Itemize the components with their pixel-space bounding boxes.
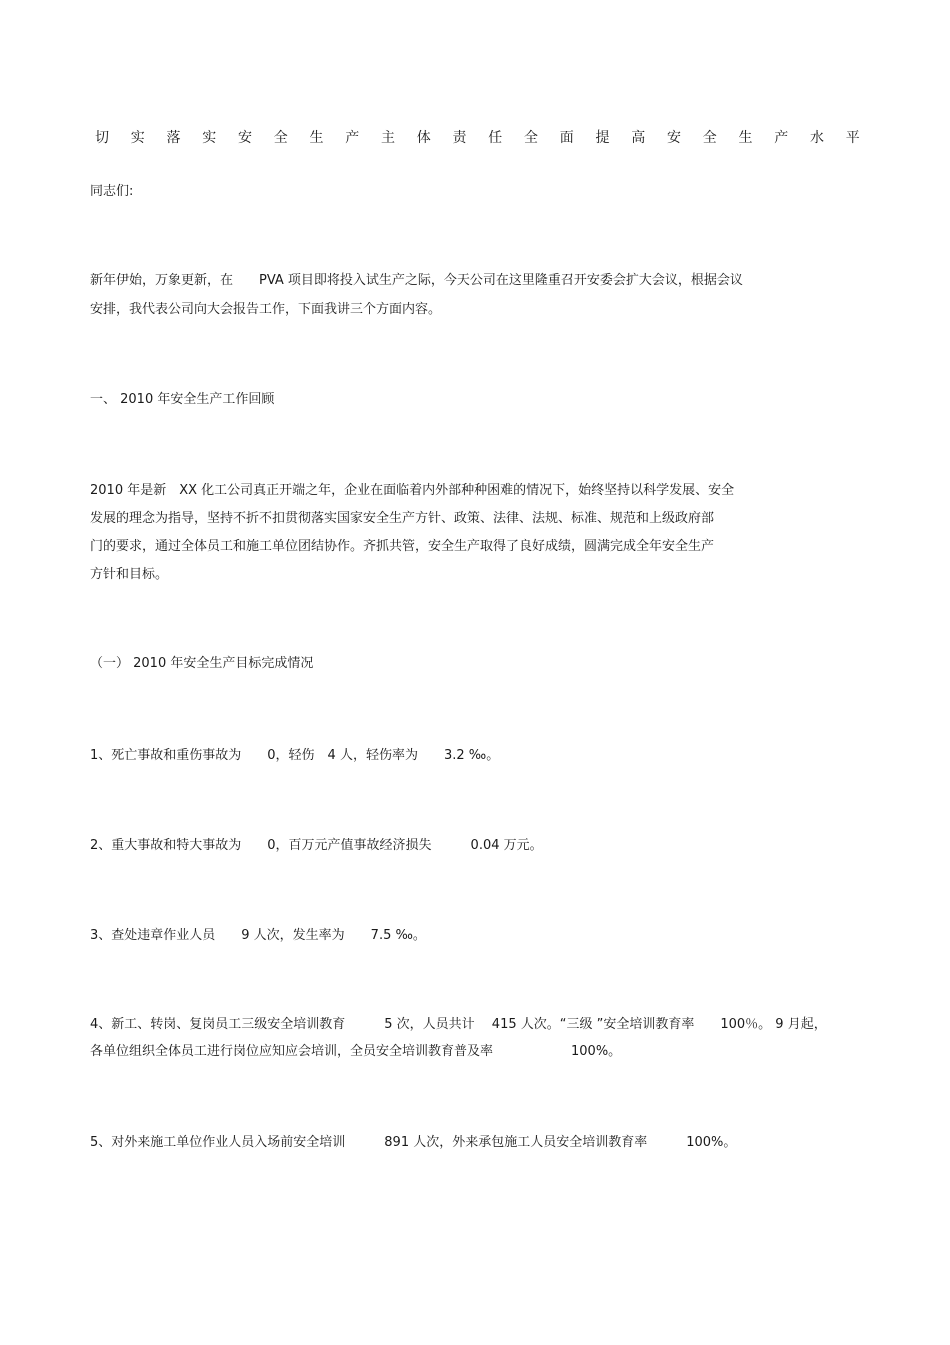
section-1-body-line-2: 发展的理念为指导，坚持不折不扣贯彻落实国家安全生产方针、政策、法律、法规、标准、规范和上级政府部 (90, 511, 715, 526)
title-char: 任 (488, 130, 503, 146)
title-char: 实 (202, 130, 217, 146)
title-char: 切 (95, 130, 109, 146)
title-char: 生 (738, 130, 753, 146)
title-char: 产 (774, 130, 789, 146)
title-char: 全 (273, 130, 288, 146)
title-char: 体 (416, 130, 431, 146)
intro-line-2: 安排，我代表公司向大会报告工作，下面我讲三个方面内容。 (90, 302, 442, 317)
title-char: 高 (631, 130, 646, 146)
title-char: 提 (595, 130, 610, 146)
section-1-body-line-3: 门的要求，通过全体员工和施工单位团结协作。齐抓共管，安全生产取得了良好成绩，圆满完成全年安全生产 (90, 539, 715, 554)
title-char: 生 (309, 130, 324, 146)
title-char: 落 (166, 130, 181, 146)
salutation: 同志们: (90, 184, 134, 199)
list-item-5: 5、对外来施工单位作业人员入场前安全培训 891 人次，外来承包施工人员安全培训教育率 100%。 (90, 1135, 737, 1150)
title-char: 全 (524, 130, 538, 146)
title-char: 平 (845, 130, 860, 146)
list-item-4-line-1: 4、新工、转岗、复岗员工三级安全培训教育 5 次，人员共计 415 人次。“三级 ”安全培训教育率 100％。 9 月起， (90, 1017, 827, 1032)
intro-line-1: 新年伊始，万象更新，在 PVA 项目即将投入试生产之际，今天公司在这里隆重召开安委会扩大会议，根据会议 (90, 273, 743, 288)
title-char: 主 (381, 130, 395, 146)
subsection-1-heading: （一） 2010 年安全生产目标完成情况 (90, 656, 314, 671)
list-item-3: 3、查处违章作业人员 9 人次，发生率为 7.5 ‰。 (90, 928, 426, 943)
title-char: 安 (667, 130, 681, 146)
section-1-body-line-4: 方针和目标。 (90, 567, 169, 582)
list-item-2: 2、重大事故和特大事故为 0，百万元产值事故经济损失 0.04 万元。 (90, 838, 543, 853)
section-1-body-line-1: 2010 年是新 XX 化工公司真正开端之年，企业在面临着内外部种种困难的情况下，始终坚持以科学发展、安全 (90, 483, 735, 498)
title-char: 责 (452, 130, 467, 146)
list-item-1: 1、死亡事故和重伤事故为 0，轻伤 4 人，轻伤率为 3.2 ‰。 (90, 748, 500, 763)
title-char: 实 (130, 130, 145, 146)
section-1-heading: 一、 2010 年安全生产工作回顾 (90, 392, 275, 407)
title-char: 产 (345, 130, 360, 146)
title-char: 面 (559, 130, 574, 146)
document-title (95, 127, 860, 147)
title-char: 全 (702, 130, 717, 146)
title-char: 水 (810, 130, 824, 146)
title-char: 安 (238, 130, 252, 146)
list-item-4-line-2: 各单位组织全体员工进行岗位应知应会培训，全员安全培训教育普及率 100%。 (90, 1044, 622, 1059)
